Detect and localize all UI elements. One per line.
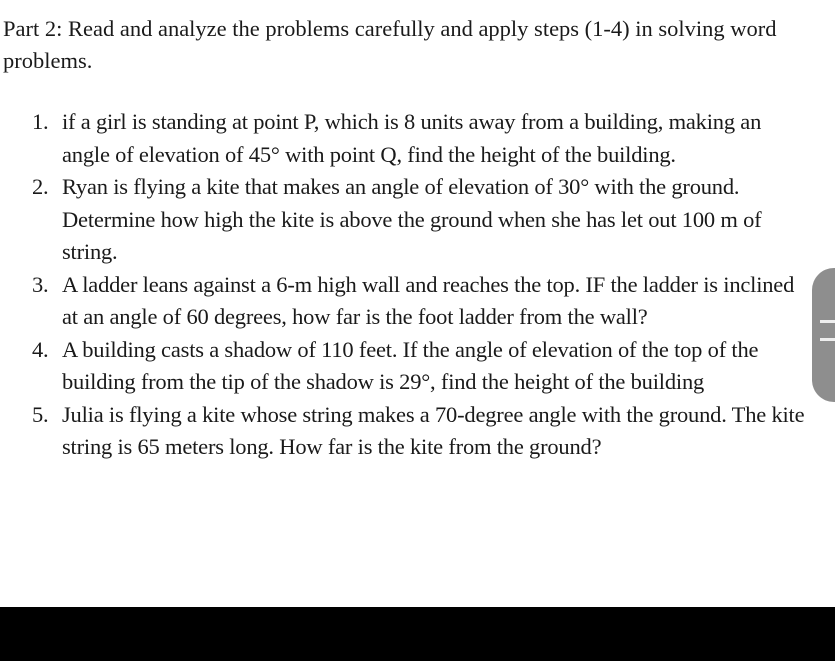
bottom-bar [0,607,835,661]
list-item [0,171,808,269]
instructions: Part 2: Read and analyze the problems carefully and apply steps (1-4) in solving word problems. [3,16,777,73]
list-item [0,106,808,171]
handle-line-icon [820,338,835,341]
item-text: Julia is flying a kite whose string makes a 70-degree angle with the ground. The kite string is 65 meters long. How far is the kite from the ground? [62,401,810,459]
item-text: if a girl is standing at point P, which is 8 units away from a building, making an angle of elevation of 45° with point Q, find the height of the building. [62,109,767,167]
item-text: A ladder leans against a 6-m high wall and reaches the top. IF the ladder is inclined at an angle of 60 degrees, how far is the foot ladder from the wall? [62,271,800,329]
list-item [0,334,808,399]
item-number: 1. [32,109,49,134]
handle-line-icon [820,320,835,323]
item-text: A building casts a shadow of 110 feet. If the angle of elevation of the top of the building from the tip of the shadow is 29°, find the height of the building [62,336,764,394]
item-text: Ryan is flying a kite that makes an angle of elevation of 30° with the ground. Determine how high the kite is above the ground when she has let out 100 m of string. [62,174,767,264]
problem-list [0,106,808,464]
list-item [0,269,808,334]
list-item [0,399,808,464]
side-panel-handle[interactable] [812,268,835,402]
item-number: 5. [32,401,49,427]
item-number: 4. [32,336,49,362]
item-number: 3. [32,271,49,297]
item-number: 2. [32,174,49,199]
